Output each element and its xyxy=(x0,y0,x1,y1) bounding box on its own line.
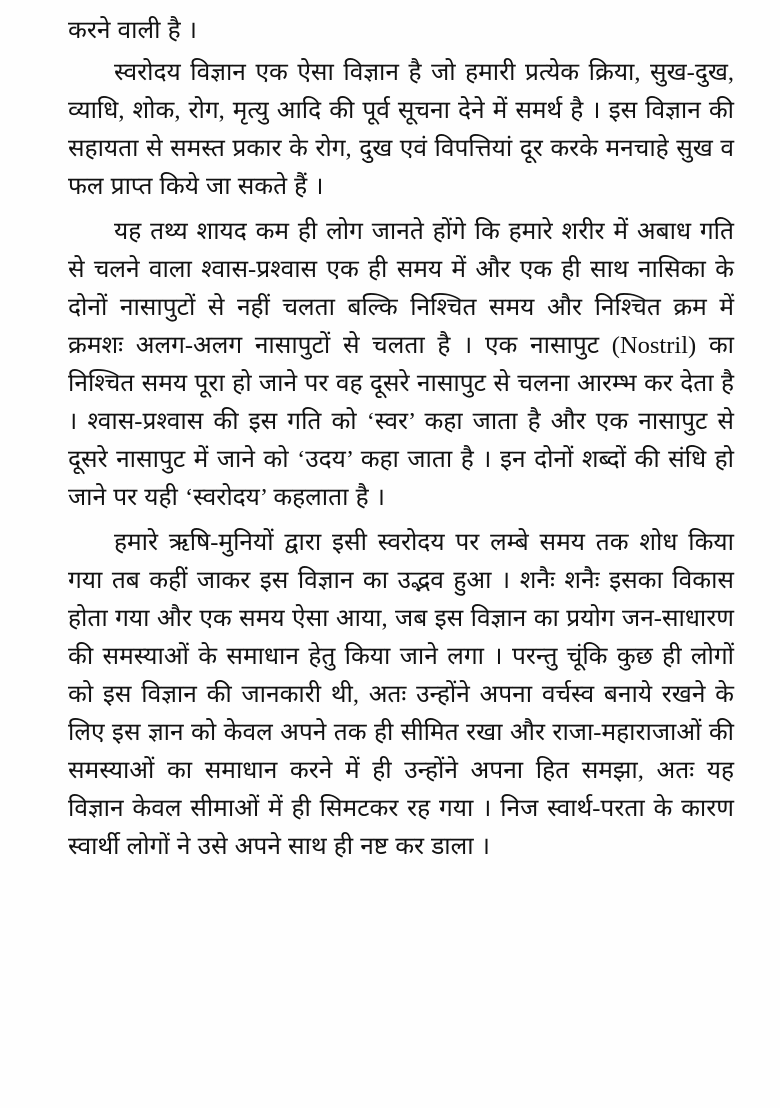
paragraph-swarodaya-intro: स्वरोदय विज्ञान एक ऐसा विज्ञान है जो हमारी प्रत्येक क्रिया, सुख-दुख, व्याधि, शोक, रोग, मृत्यु आदि की पूर्व सूचना देने में समर्थ है । इस विज्ञान की सहायता से समस्त प्रकार के रोग, दुख एवं विपत्तियां दूर करके मनचाहे सुख व फल प्राप्त किये जा सकते हैं । xyxy=(68,59,734,200)
paragraph-nostril-explanation: यह तथ्य शायद कम ही लोग जानते होंगे कि हमारे शरीर में अबाध गति से चलने वाला श्वास-प्रश्वास एक ही समय में और एक ही साथ नासिका के दोनों नासापुटों से नहीं चलता बल्कि निश्चित समय और निश्चित क्रम में क्रमशः अलग-अलग नासापुटों से चलता है । एक नासापुट (Nostril) का निश्चित समय पूरा हो जाने पर वह दूसरे नासापुट से चलना आरम्भ कर देता है । श्वास-प्रश्वास की इस गति को ‘स्वर’ कहा जाता है और एक नासापुट से दूसरे नासापुट में जाने को ‘उदय’ कहा जाता है । इन दोनों शब्दों की संधि हो जाने पर यही ‘स्वरोदय’ कहलाता है । xyxy=(68,218,734,511)
paragraph-rishi-research: हमारे ऋषि-मुनियों द्वारा इसी स्वरोदय पर लम्बे समय तक शोध किया गया तब कहीं जाकर इस विज्ञान का उद्भव हुआ । शनैः शनैः इसका विकास होता गया और एक समय ऐसा आया, जब इस विज्ञान का प्रयोग जन-साधारण की समस्याओं के समाधान हेतु किया जाने लगा । परन्तु चूंकि कुछ ही लोगों को इस विज्ञान की जानकारी थी, अतः उन्होंने अपना वर्चस्व बनाये रखने के लिए इस ज्ञान को केवल अपने तक ही सीमित रखा और राजा-महाराजाओं की समस्याओं का समाधान करने में ही उन्होंने अपना हित समझा, अतः यह विज्ञान केवल सीमाओं में ही सिमटकर रह गया । निज स्वार्थ-परता के कारण स्वार्थी लोगों ने उसे अपने साथ ही नष्ट कर डाला । xyxy=(68,529,734,860)
paragraph-continuation: करने वाली है । xyxy=(68,17,198,44)
